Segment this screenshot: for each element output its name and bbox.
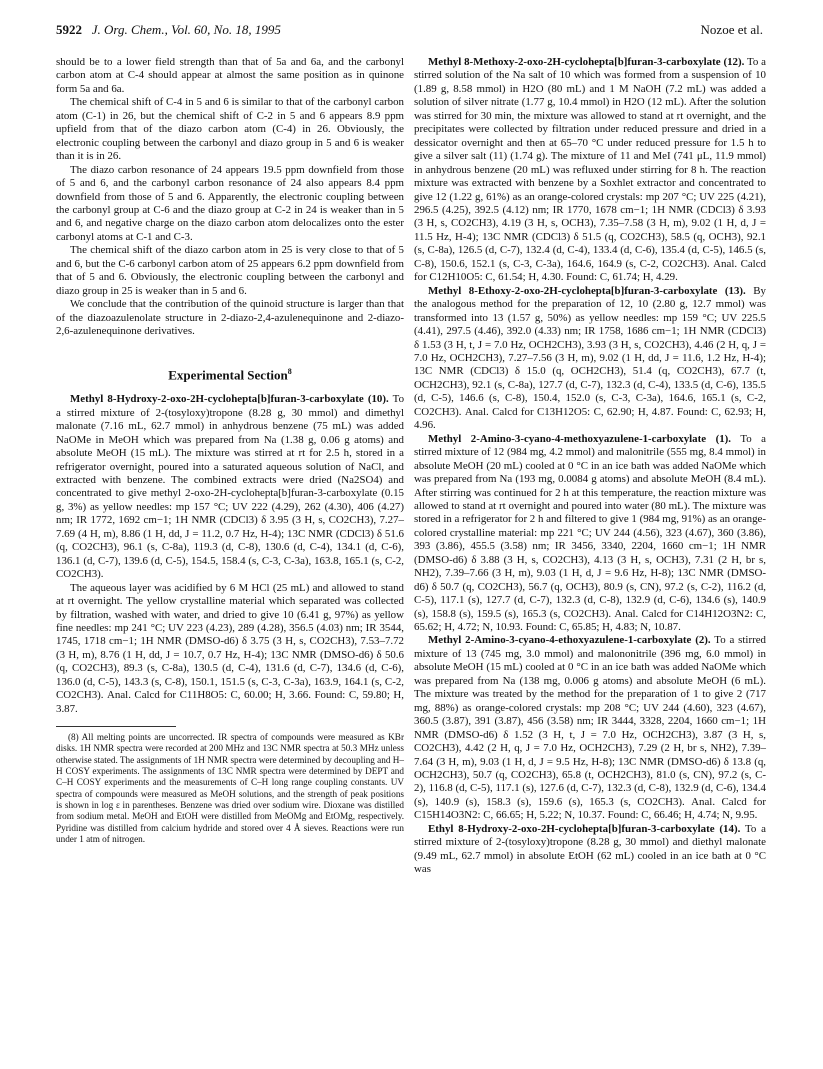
entry-body: To a stirred mixture of 12 (984 mg, 4.2 mmol) and malonitrile (555 mg, 8.4 mmol) in absolute MeOH (20 mL) cooled at 0 °C in an ice bath was added NaOMe which was prepared from Na (193 mg, 0.0084 g atoms) and absolute MeOH (8.4 mL). After stirring was continued for 2 h at this temperature, the reaction mixture was allowed to stand at rt overnight and poured into water (80 mL). The mixture was stored in a refrigerator for 2 h and filtered to give 1 (984 mg, 91%) as an orange-colored crystalline material: mp 221 °C; UV 244 (4.56), 323 (4.67), 360 (3.86), 393 (3.86), 455.5 (3.58) nm; IR 3456, 3340, 2204, 1660 cm−1; 1H NMR (DMSO-d6) δ 3.88 (3 H, s, CO2CH3), 4.13 (3 H, s, OCH3), 7.31 (2 H, br s, NH2), 7.39–7.66 (3 H, m), 9.03 (1 H, d, J = 9.6 Hz, H-8); 13C NMR (DMSO-d6) δ 50.7 (q, CO2CH3), 56.7 (q, OCH3), 80.9 (s, CN), 97.2 (s, C-2), 116.2 (d, C-5), 117.1 (s), 127.7 (d, C-7), 132.3 (d, C-8), 132.9 (d, C-6), 134.6 (s), 140.9 (s), 158.8 (s), 159.5 (s), 165.3 (s, CO2CH3). Anal. Calcd for C14H12O3N2: C, 65.62; H, 4.72; N, 10.93. Found: C, 65.85; H, 4.83; N, 10.87. (414, 432, 767, 634)
experimental-entry (414, 285, 766, 433)
right-column (414, 56, 766, 877)
footnote: (8) All melting points are uncorrected. IR spectra of compounds were measured as KBr disks. 1H NMR spectra were recorded at 200 MHz and 13C NMR spectra at 50.3 MHz unless otherwise stated. The assignments of 1H NMR spectra were determined by decoupling and H–H COSY experiments. The assignments of 13C NMR spectra were determined by DEPT and C–H COSY experiments and the measurements of C–H long range coupling constants. UV spectra of compounds were measured as MeOH solutions, and the strength of peak positions is shown in log ε in parentheses. Benzene was dried over sodium wire. Dioxane was distilled from sodium metal. MeOH and EtOH were distilled from MeOMg and EtOMg, respectively. Pyridine was distilled from calcium hydride and stored over 4 Å sieves. Reactions were run under 1 atm of nitrogen. (56, 732, 404, 844)
section-title (56, 365, 404, 382)
experimental-entry (56, 393, 404, 581)
entry-body: By the analogous method for the preparation of 12, 10 (2.80 g, 12.7 mmol) was transformed into 13 (1.57 g, 50%) as yellow needles: mp 159 °C; UV 225.5 (4.41), 297.5 (4.46), 392.0 (4.33) nm; IR 1758, 1686 cm−1; 1H NMR (CDCl3) δ 1.53 (3 H, t, J = 7.0 Hz, OCH2CH3), 3.93 (3 H, s, CO2CH3), 4.46 (2 H, q, J = 7.0 Hz, OCH2CH3), 7.27–7.56 (3 H, m), 9.02 (1 H, dd, J = 11.6, 1.2 Hz, H-4); 13C NMR (CDCl3) δ 15.0 (q, OCH2CH3), 51.4 (q, CO2CH3), 67.7 (t, OCH2CH3), 92.1 (s, C-8a), 127.7 (d, C-7), 132.3 (d, C-4), 133.5 (d, C-6), 135.5 (d, C-5), 146.6 (s, C-8), 150.4, 152.0 (s, C-3, C-3a), 164.6, 165.1 (s, C-2, CO2CH3). Anal. Calcd for C13H12O5: C, 62.90; H, 4.87. Found: C, 62.93; H, 4.96. (414, 284, 766, 432)
entry-body: To a stirred mixture of 2-(tosyloxy)tropone (8.28 g, 30 mmol) and dimethyl malonate (7.16 mL, 62.7 mmol) in anhydrous benzene (75 mL) was added NaOMe in MeOH which was prepared from Na (1.38 g, 0.06 g atoms) and absolute MeOH (15 mL). The mixture was stirred at rt for 2.5 h, stored in a refrigerator overnight, poured into a saturated aqueous solution of NaCl, and extracted with benzene. The combined extracts were dried (Na2SO4) and concentrated to give methyl 2-oxo-2H-cyclohepta[b]furan-3-carboxylate (0.15 g, 3%) as yellow needles: mp 157 °C; UV 222 (4.29), 262 (4.30), 406 (4.27) nm; IR 1772, 1692 cm−1; 1H NMR (CDCl3) δ 3.95 (3 H, s, CO2CH3), 7.27–7.69 (4 H, m), 8.86 (1 H, dd, J = 11.2, 0.7 Hz, H-4); 13C NMR (CDCl3) δ 51.6 (q, CO2CH3), 96.1 (s, C-8a), 119.3 (d, C-8), 130.6 (d, C-4), 134.1 (d, C-6), 136.1 (d, C-7), 139.6 (d, C-5), 154.5, 158.4 (s, C-3, C-3a), 163.8, 165.1 (s, C-2, CO2CH3). (56, 393, 405, 581)
compound-title: Ethyl 8-Hydroxy-2-oxo-2H-cyclohepta[b]furan-3-carboxylate (14). (428, 822, 741, 835)
paragraph: We conclude that the contribution of the quinoid structure is larger than that of the diazoazulenolate structure in 2-diazo-2,4-azulenequinone and 2-diazo-2,6-azulenequinone derivatives. (56, 298, 404, 338)
running-head-author: Nozoe et al. (700, 22, 763, 37)
page-number: 5922 (56, 22, 82, 37)
entry-body: To a stirred mixture of 2-(tosyloxy)tropone (8.28 g, 30 mmol) and diethyl malonate (9.49 mL, 62.7 mmol) in absolute EtOH (62 mL) cooled in an ice bath at 0 °C was (414, 822, 766, 876)
paragraph: The chemical shift of the diazo carbon atom in 25 is very close to that of 5 and 6, but the C-6 carbonyl carbon atom of 25 appears 6.2 ppm downfield from that of 5 and 6. Obviously, the electronic coupling between the carbonyl and diazo group in 25 is weaker than in 5 and 6. (56, 244, 404, 297)
compound-title: Methyl 8-Hydroxy-2-oxo-2H-cyclohepta[b]furan-3-carboxylate (10). (70, 393, 389, 406)
left-column (56, 56, 404, 845)
experimental-entry (414, 634, 766, 822)
experimental-entry (56, 582, 404, 717)
entry-body: To a stirred solution of the Na salt of 10 which was formed from a suspension of 10 (1.89 g, 8.58 mmol) in H2O (80 mL) and 1 M NaOH (7.2 mL) was added a solution of silver nitrate (1.77 g, 10.4 mmol) in H2O (12 mL). After the solution was stirred for 30 min, the mixture was allowed to stand at rt overnight, and the precipitates were collected by filtration under reduced pressure and dried in a dessicator overnight and then at 65–70 °C under reduced pressure for 1.5 h to give a silver salt (11) (1.74 g). The mixture of 11 and MeI (741 μL, 11.9 mmol) in anhydrous benzene (20 mL) was refluxed under stirring for 8 h. The reaction mixture was extracted with benzene by a Soxhlet extractor and concentrated to give 12 (1.22 g, 61%) as an orange-colored crystals: mp 207 °C; UV 225 (4.21), 296.5 (4.25), 392.5 (4.12) nm; IR 1770, 1678 cm−1; 1H NMR (CDCl3) δ 3.93 (3 H, s, CO2CH3), 4.19 (3 H, s, OCH3), 7.35–7.58 (3 H, m), 9.02 (1 H, d, J = 11.5 Hz, H-4); 13C NMR (CDCl3) δ 51.5 (q, CO2CH3), 58.5 (q, OCH3), 92.1 (s, C-8a), 126.5 (d, C-7), 132.4 (d, C-4), 133.4 (d, C-6), 135.4 (d, C-5), 146.5 (s, C-8), 150.6, 152.1 (s, C-3, C-3a), 164.6, 164.9 (s, C-2, CO2CH3). Anal. Calcd for C12H10O5: C, 61.54; H, 4.30. Found: C, 61.74; H, 4.29. (414, 56, 766, 284)
running-head-left (56, 22, 281, 38)
compound-title: Methyl 8-Ethoxy-2-oxo-2H-cyclohepta[b]furan-3-carboxylate (13). (428, 284, 746, 297)
entry-body: To a stirred mixture of 13 (745 mg, 3.0 mmol) and malononitrile (396 mg, 6.0 mmol) in absolute MeOH (15 mL) cooled at 0 °C in an ice bath was added NaOMe which was prepared from Na (138 mg, 0.006 g atoms) and absolute MeOH (6 mL). The mixture was treated by the method for the preparation of 1 to give 2 (717 mg, 88%) as orange-colored crystals: mp 208 °C; UV 244 (4.60), 323 (4.67), 360.5 (3.87), 391 (3.87), 456 (3.58) nm; IR 3444, 3328, 2204, 1660 cm−1; 1H NMR (DMSO-d6) δ 1.52 (3 H, t, J = 7.0 Hz, OCH2CH3), 3.87 (3 H, s, CO2CH3), 4.42 (2 H, q, J = 7.0 Hz, OCH2CH3), 7.29 (2 H, br s, NH2), 7.39–7.64 (3 H, m), 9.03 (1 H, d, J = 9.5 Hz, H-8); 13C NMR (DMSO-d6) δ 13.8 (q, OCH2CH3), 50.7 (q, CO2CH3), 65.8 (t, OCH2CH3), 81.0 (s, CN), 97.2 (s, C-2), 116.8 (d, C-5), 117.1 (s), 127.6 (d, C-7), 132.3 (d, C-8), 132.9 (d, C-6), 134.4 (s), 140.9 (s), 158.3 (s), 159.6 (s), 165.3 (s, CO2CH3). Anal. Calcd for C15H14O3N2: C, 66.65; H, 5.22; N, 10.37. Found: C, 66.46; H, 4.74; N, 9.95. (414, 634, 766, 822)
compound-title: Methyl 2-Amino-3-cyano-4-ethoxyazulene-1-carboxylate (2). (428, 634, 711, 647)
compound-title: Methyl 2-Amino-3-cyano-4-methoxyazulene-1-carboxylate (1). (428, 432, 731, 445)
paragraph: The chemical shift of C-4 in 5 and 6 is similar to that of the carbonyl carbon atom (C-1) in 26, but the chemical shift of C-2 in 5 and 6 appears 8.9 ppm upfield from that of the diazo carbon atom (C-4) in 26. Obviously, the electronic coupling between the carbonyl and diazo group in 5 and 6 is weaker than it is in 26. (56, 96, 404, 163)
footnote-marker: 8 (287, 366, 292, 376)
compound-title: Methyl 8-Methoxy-2-oxo-2H-cyclohepta[b]furan-3-carboxylate (12). (428, 56, 745, 68)
experimental-entry (414, 823, 766, 877)
footnote-divider (56, 726, 176, 727)
experimental-entry (414, 56, 766, 285)
paragraph: The diazo carbon resonance of 24 appears 19.5 ppm downfield from those of 5 and 6, and the carbonyl carbon resonance of 24 also appears 8.4 ppm downfield from those of 5 and 6. Apparently, the electronic coupling between the carbonyl group at C-6 and the diazo group at C-2 in 24 is weaker than in 5 and 6, and negative charge on the diazo carbon atom delocalizes onto the ester carbonyl atoms at C-1 and C-3. (56, 163, 404, 243)
section-title-text: Experimental Section (168, 366, 288, 382)
entry-body: The aqueous layer was acidified by 6 M HCl (25 mL) and allowed to stand at rt overnight. The yellow crystalline material which separated was collected by filtration, washed with water, and dried to give 10 (6.41 g, 97%) as yellow fine needles: mp 241 °C; UV 223 (4.23), 289 (4.28), 356.5 (4.03) nm; IR 3544, 1745, 1718 cm−1; 1H NMR (DMSO-d6) δ 3.75 (3 H, s, CO2CH3), 7.53–7.72 (3 H, m), 8.76 (1 H, dd, J = 10.7, 0.7 Hz, H-4); 13C NMR (DMSO-d6) δ 50.6 (q, CO2CH3), 89.3 (s, C-8a), 130.5 (d, C-4), 131.6 (d, C-7), 134.6 (d, C-6), 136.0 (d, C-5), 143.3 (s, C-8), 150.1, 151.5 (s, C-3, C-3a), 163.9, 164.1 (s, C-2, CO2CH3). Anal. Calcd for C11H8O5: C, 60.00; H, 3.66. Found: C, 59.80; H, 3.87. (56, 581, 404, 715)
paragraph: should be to a lower field strength than that of 5a and 6a, and the carbonyl carbon atom at C-4 should appear at almost the same position as in quinone form 5a and 6a. (56, 56, 404, 95)
page-header (56, 22, 763, 40)
experimental-entry (414, 433, 766, 635)
journal-citation: J. Org. Chem., Vol. 60, No. 18, 1995 (91, 22, 281, 37)
